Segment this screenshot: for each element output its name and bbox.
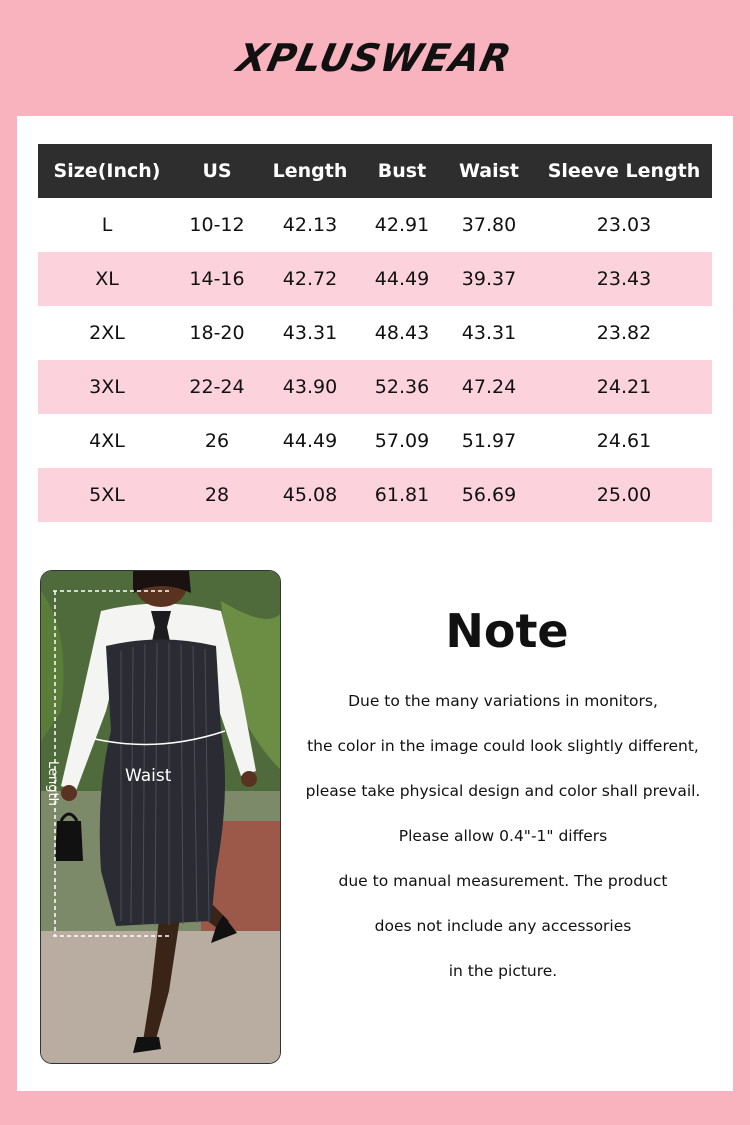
cell-us: 18-20 <box>189 322 245 344</box>
table-row <box>38 468 712 522</box>
cell-size: XL <box>38 252 176 306</box>
table-row <box>38 198 712 252</box>
cell-size: 3XL <box>38 360 176 414</box>
header-sleeve-length: Sleeve Length <box>536 144 712 198</box>
cell-waist: 56.69 <box>442 468 536 522</box>
table-row <box>38 414 712 468</box>
cell-length: 43.31 <box>282 322 338 344</box>
note-line: the color in the image could look slightly different, <box>307 737 699 755</box>
cell-sleeve-length: 25.00 <box>536 468 712 522</box>
cell-waist: 37.80 <box>461 214 517 236</box>
note-line: Please allow 0.4"-1" differs <box>398 827 608 845</box>
table-row <box>38 252 712 306</box>
header-bust: Bust <box>362 144 442 198</box>
cell-bust: 61.81 <box>362 468 442 522</box>
cell-sleeve-length: 23.82 <box>596 322 652 344</box>
cell-bust: 57.09 <box>374 430 430 452</box>
cell-waist: 43.31 <box>461 322 517 344</box>
size-chart-table <box>38 144 712 522</box>
cell-length: 42.72 <box>258 252 362 306</box>
content-panel <box>17 116 733 1091</box>
cell-size: L <box>101 214 113 236</box>
note-line: Due to the many variations in monitors, <box>348 692 658 710</box>
cell-waist: 39.37 <box>442 252 536 306</box>
cell-sleeve-length: 24.21 <box>536 360 712 414</box>
cell-waist: 47.24 <box>442 360 536 414</box>
cell-length: 43.90 <box>258 360 362 414</box>
header-waist: Waist <box>442 144 536 198</box>
length-label: Length <box>45 761 60 806</box>
cell-us: 26 <box>204 430 230 452</box>
cell-size: 5XL <box>38 468 176 522</box>
brand-name: XPLUSWEAR <box>233 36 517 80</box>
header-length: Length <box>258 144 362 198</box>
note-line: does not include any accessories <box>374 917 632 935</box>
note-text <box>293 688 713 1003</box>
header-size: Size(Inch) <box>38 144 176 198</box>
hand-left <box>61 785 77 801</box>
table-row <box>38 306 712 360</box>
handbag <box>55 821 83 861</box>
cell-bust: 44.49 <box>362 252 442 306</box>
cell-waist: 51.97 <box>461 430 517 452</box>
cell-bust: 42.91 <box>374 214 430 236</box>
cell-us: 28 <box>176 468 258 522</box>
cell-bust: 48.43 <box>374 322 430 344</box>
cell-us: 10-12 <box>189 214 245 236</box>
note-line: please take physical design and color shall prevail. <box>305 782 701 800</box>
note-line: due to manual measurement. The product <box>338 872 668 890</box>
table-row <box>38 360 712 414</box>
cell-size: 4XL <box>89 430 125 452</box>
brand-logo <box>0 36 750 80</box>
cell-sleeve-length: 23.43 <box>536 252 712 306</box>
model-illustration <box>41 571 281 1064</box>
table-header-row <box>38 144 712 198</box>
cell-length: 44.49 <box>282 430 338 452</box>
model-photo <box>40 570 281 1064</box>
cell-size: 2XL <box>89 322 125 344</box>
cell-us: 14-16 <box>176 252 258 306</box>
cell-sleeve-length: 24.61 <box>596 430 652 452</box>
header-us: US <box>176 144 258 198</box>
waist-label: Waist <box>125 766 172 786</box>
cell-length: 45.08 <box>258 468 362 522</box>
hand-right <box>241 771 257 787</box>
cell-length: 42.13 <box>282 214 338 236</box>
cell-bust: 52.36 <box>362 360 442 414</box>
note-line: in the picture. <box>448 962 558 980</box>
cell-us: 22-24 <box>176 360 258 414</box>
note-title: Note <box>445 604 569 658</box>
cell-sleeve-length: 23.03 <box>596 214 652 236</box>
